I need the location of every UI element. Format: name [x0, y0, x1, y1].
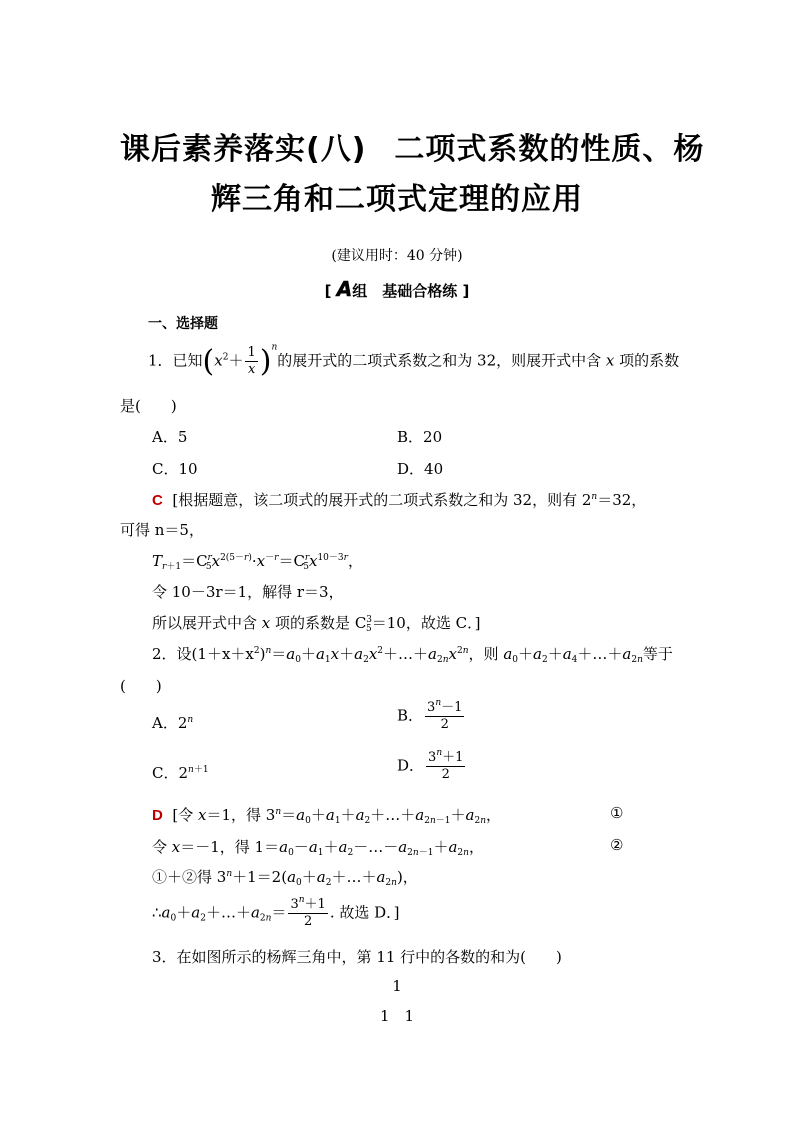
q2-solution-4: $\therefore a_0+a_2+\dots+a_{2n}=$ $\frac{3^n+1}{2}$ . 故选 D．] — [152, 895, 400, 929]
q2-line2: ( ) — [120, 677, 162, 695]
q1-option-c[interactable]: C．10 — [152, 460, 198, 478]
time-note: (建议用时：40 分钟) — [331, 248, 463, 264]
title-prefix: 课后素养落实(八) — [120, 132, 367, 167]
equation-mark-1: ① — [610, 804, 624, 822]
group-letter: A — [336, 277, 353, 301]
q1-solution-5: 所以展开式中含 x 项的系数是 $C^3_5=10$，故选 C．] — [152, 614, 481, 634]
q1-solution-3: $T_{r+1}=C^r_5x^{2(5-r)}\cdot x^{-r}=C^r_5x^{10-3r}$， — [152, 552, 363, 572]
q1-solution-4: 令 10－3r＝1，解得 r＝3， — [152, 583, 344, 601]
page-title-line2: 辉三角和二项式定理的应用 — [211, 182, 583, 217]
q3-stem: 3．在如图所示的杨辉三角中，第 11 行中的各数的和为( ) — [152, 948, 562, 966]
group-label: 组 基础合格练 — [352, 282, 458, 300]
q1-option-a[interactable]: A．5 — [152, 428, 188, 446]
q1-text2: 项的系数 — [619, 351, 680, 370]
page-title — [120, 124, 704, 168]
group-heading — [0, 277, 794, 301]
q2-option-b[interactable]: B． $\frac{3^n-1}{2}$ — [397, 698, 463, 732]
q1-option-b[interactable]: B．20 — [397, 428, 443, 446]
q1-option-d[interactable]: D．40 — [397, 460, 444, 478]
q1-text: 的展开式的二项式系数之和为 32，则展开式中含 — [277, 351, 602, 370]
pascal-row-2: 1 1 — [379, 1007, 415, 1025]
q1-number: 1．已知 — [148, 351, 203, 370]
q2-stem: 2．设$(1+x+x^2)^n=a_0+a_1x+a_2x^2+\dots+a_{2n}x^{2n}$，则 $a_0+a_2+a_4+\dots+a_{2n}$等于 — [152, 645, 673, 665]
q1-stem: 1．已知($x^2+$ $\frac{1}{x}$ )$^n$的展开式的二项式系数之和为 32，则展开式中含 x 项的系数 — [148, 342, 680, 379]
q2-option-c[interactable]: C．$2^{n+1}$ — [152, 764, 209, 782]
q2-solution-1: D [令 x＝1，得 $3^n=a_0+a_1+a_2+\dots+a_{2n-1}+a_{2n}$， — [152, 806, 501, 826]
title-suffix: 二项式系数的性质、杨 — [394, 132, 705, 167]
pascal-row-1: 1 — [392, 977, 402, 995]
q1-answer: C — [152, 492, 163, 509]
q1-solution-1: C [根据题意，该二项式的展开式的二项式系数之和为 32，则有 $2^n=32$， — [152, 491, 647, 509]
equation-mark-2: ② — [610, 836, 624, 854]
q1-solution-2: 可得 n＝5， — [120, 521, 204, 539]
q2-option-d[interactable]: D． $\frac{3^n+1}{2}$ — [397, 748, 464, 782]
bracket-close: ] — [462, 282, 470, 300]
q2-solution-2: 令 x＝－1，得 $1=a_0-a_1+a_2-\dots-a_{2n-1}+a_{2n}$， — [152, 838, 484, 858]
q2-solution-3: ①＋②得 $3^n+1=2(a_0+a_2+\dots+a_{2n})$， — [152, 868, 418, 888]
section-heading: 一、选择题 — [148, 316, 218, 332]
bracket-open: [ — [324, 282, 332, 300]
q1-var: x — [605, 351, 615, 370]
q1-line2: 是( ) — [120, 397, 177, 415]
q2-answer: D — [152, 807, 163, 824]
q2-number: 2．设(1＋x＋x — [152, 645, 254, 663]
q2-option-a[interactable]: A．2$^n$ — [152, 714, 194, 732]
